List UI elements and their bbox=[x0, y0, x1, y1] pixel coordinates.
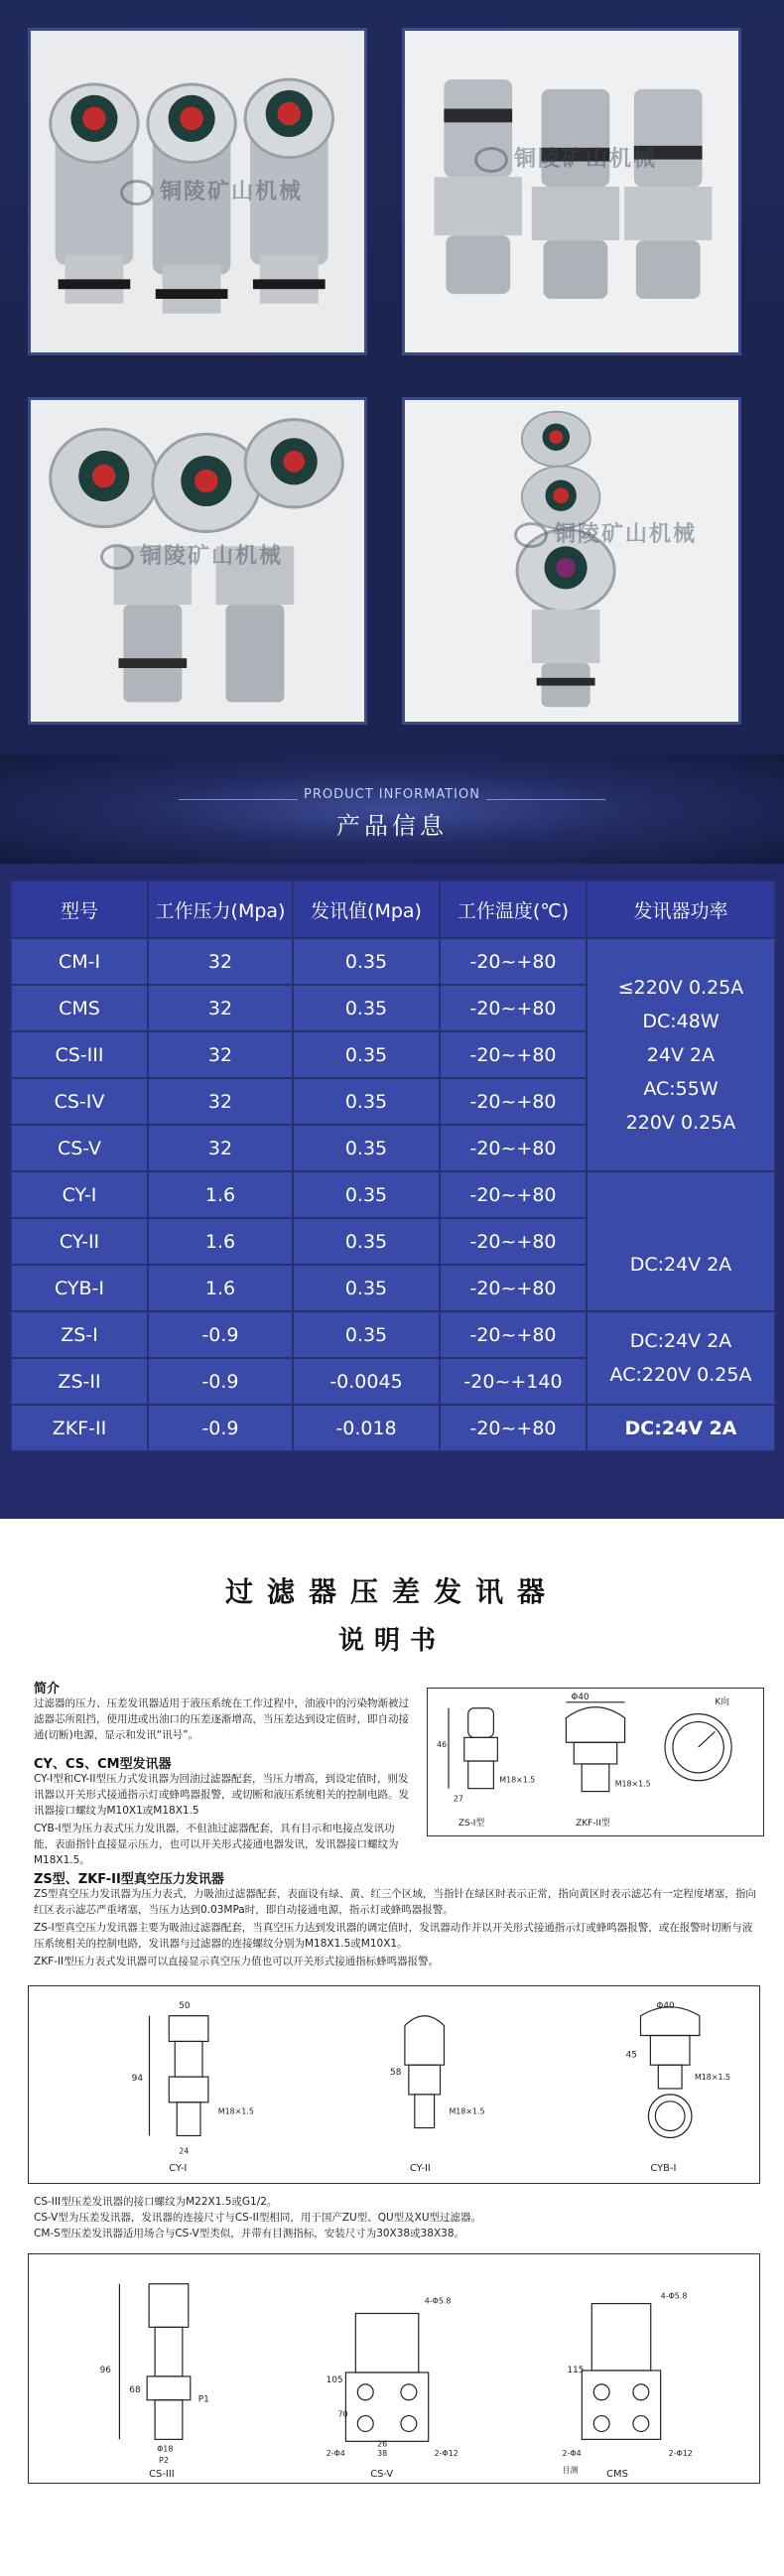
cell-pressure: -0.9 bbox=[148, 1405, 293, 1451]
dim-2phi12-cms-label: 2-Φ12 bbox=[668, 2449, 693, 2459]
cs-note-1: CS-III型压差发讯器的接口螺纹为M22X1.5或G1/2。 bbox=[34, 2196, 278, 2208]
product-photo-3 bbox=[28, 397, 367, 725]
dim-96-label: 96 bbox=[99, 2365, 111, 2375]
power-line: ≤220V 0.25A bbox=[617, 976, 744, 999]
cell-power-group-3 bbox=[587, 1311, 775, 1405]
watermark bbox=[514, 517, 697, 548]
power-line: 24V 2A bbox=[646, 1043, 716, 1066]
zs-text-2: ZS-I型真空压力发讯器主要为吸油过滤器配套，当真空压力达到发讯器的调定值时，发讯器动作并以开关形式接通指示灯或蜂鸣器报警，或在报警时切断与液压系统相关的控制电路，发讯器与过滤器的连接螺纹分别为M18X1.5或M10X1。 bbox=[34, 1922, 753, 1950]
dim-m18-cy2-label: M18×1.5 bbox=[449, 2106, 485, 2116]
cy-text-2: CYB-I型为压力表式压力发讯器，不但油过滤器配套，具有目示和电接点发讯功能，表面指针直接显示压力，也可以开关形式接通电器发讯，发讯器接口螺纹为M18X1.5。 bbox=[34, 1823, 399, 1866]
product-info-banner bbox=[0, 754, 784, 864]
dim-70-label: 70 bbox=[337, 2409, 348, 2419]
watermark-text: 铜陵矿山机械 bbox=[514, 147, 658, 172]
cell-pressure: -0.9 bbox=[148, 1358, 293, 1405]
cell-model: CS-III bbox=[11, 1031, 148, 1078]
cy-series-drawing bbox=[29, 1986, 759, 2183]
cell-signal: 0.35 bbox=[293, 1311, 440, 1358]
watermark-logo-icon bbox=[474, 147, 508, 173]
cs-note-3: CM-S型压差发讯器适用场合与CS-V型类似，并带有目测指标，安装尺寸为30X38或38X38。 bbox=[34, 2228, 465, 2239]
cell-model: CS-V bbox=[11, 1125, 148, 1171]
cell-pressure: 32 bbox=[148, 985, 293, 1031]
instruction-manual bbox=[0, 1519, 784, 2576]
figure-zs-zkf bbox=[427, 1688, 764, 1836]
cell-temperature: -20~+80 bbox=[440, 1265, 587, 1311]
dim-94-label: 94 bbox=[131, 2074, 144, 2085]
banner-title-en: PRODUCT INFORMATION bbox=[304, 787, 480, 802]
power-line: AC:55W bbox=[643, 1077, 719, 1100]
fig-label-zs1: ZS-I型 bbox=[457, 1819, 485, 1830]
dim-2phi4-cms-label: 2-Φ4 bbox=[562, 2449, 582, 2459]
cy-text-1: CY-I型和CY-II型压力式发讯器为回油过滤器配套，当压力增高，到设定值时，则发讯器以开关形式接通指示灯或蜂鸣器报警，或切断和液压系统相关的控制电路。发讯器接口螺纹为M10X1或M18X1.5 bbox=[34, 1773, 409, 1817]
dim-105-label: 105 bbox=[326, 2374, 343, 2385]
fig-label-cyb1: CYB-I bbox=[650, 2163, 677, 2175]
cell-temperature: -20~+80 bbox=[440, 985, 587, 1031]
cell-model: CYB-I bbox=[11, 1265, 148, 1311]
cell-power-group-1 bbox=[587, 938, 775, 1171]
cell-temperature: -20~+80 bbox=[440, 1218, 587, 1265]
cell-pressure: 1.6 bbox=[148, 1218, 293, 1265]
cell-signal: 0.35 bbox=[293, 1171, 440, 1218]
zs-zkf-drawing bbox=[428, 1689, 763, 1835]
cell-model: CM-I bbox=[11, 938, 148, 985]
banner-title-cn: 产品信息 bbox=[336, 812, 448, 840]
dim-68-label: 68 bbox=[129, 2384, 141, 2395]
cy-heading: CY、CS、CM型发讯器 bbox=[34, 1757, 172, 1772]
header-temperature: 工作温度(℃) bbox=[440, 881, 587, 938]
indicator-photo-2-image bbox=[405, 31, 738, 352]
table-row bbox=[11, 1311, 775, 1358]
header-signal-value: 发讯值(Mpa) bbox=[293, 881, 440, 938]
spec-table-section bbox=[0, 864, 784, 1519]
power-line: 220V 0.25A bbox=[625, 1111, 736, 1134]
cell-temperature: -20~+80 bbox=[440, 1078, 587, 1125]
cell-power-group-4 bbox=[587, 1405, 775, 1451]
figure-cs-series bbox=[28, 2253, 760, 2484]
dim-4phi-label: 4-Φ5.8 bbox=[424, 2296, 452, 2306]
cell-signal: 0.35 bbox=[293, 985, 440, 1031]
power-line: DC:24V 2A bbox=[629, 1253, 732, 1276]
power-line: AC:220V 0.25A bbox=[609, 1364, 752, 1386]
dim-46-label: 46 bbox=[437, 1740, 448, 1750]
dim-45-label: 45 bbox=[625, 2050, 637, 2061]
cs-series-drawing bbox=[29, 2254, 759, 2483]
watermark bbox=[474, 142, 657, 173]
watermark-text: 铜陵矿山机械 bbox=[554, 522, 698, 547]
cell-temperature: -20~+80 bbox=[440, 1171, 587, 1218]
cell-temperature: -20~+80 bbox=[440, 1031, 587, 1078]
cell-pressure: 32 bbox=[148, 938, 293, 985]
product-photo-section bbox=[0, 0, 784, 754]
dim-p1-label: P1 bbox=[197, 2394, 209, 2405]
cell-temperature: -20~+80 bbox=[440, 938, 587, 985]
cell-temperature: -20~+80 bbox=[440, 1405, 587, 1451]
cell-model: ZS-II bbox=[11, 1358, 148, 1405]
dim-phi40-cyb-label: Φ40 bbox=[656, 2000, 675, 2011]
dim-2phi12-label: 2-Φ12 bbox=[434, 2449, 458, 2459]
cell-pressure: 1.6 bbox=[148, 1265, 293, 1311]
cell-signal: 0.35 bbox=[293, 1078, 440, 1125]
watermark-logo-icon bbox=[120, 180, 154, 205]
header-pressure: 工作压力(Mpa) bbox=[148, 881, 293, 938]
watermark bbox=[120, 175, 303, 205]
watermark bbox=[100, 539, 283, 570]
visual-indicator-label: 目测 bbox=[562, 2466, 579, 2476]
cell-temperature: -20~+80 bbox=[440, 1311, 587, 1358]
dim-58-label: 58 bbox=[390, 2068, 402, 2079]
manual-title: 过滤器压差发讯器 bbox=[224, 1575, 559, 1608]
header-power: 发讯器功率 bbox=[587, 881, 775, 938]
cell-signal: 0.35 bbox=[293, 1031, 440, 1078]
dim-38-label: 38 bbox=[377, 2449, 388, 2459]
dim-p2-label: P2 bbox=[159, 2456, 169, 2466]
product-photo-4 bbox=[402, 397, 741, 725]
power-line: DC:48W bbox=[642, 1010, 719, 1032]
power-line: DC:24V 2A bbox=[624, 1417, 737, 1439]
dim-27-label: 27 bbox=[453, 1794, 463, 1804]
table-header-row bbox=[11, 881, 775, 938]
cell-model: CY-II bbox=[11, 1218, 148, 1265]
watermark-logo-icon bbox=[514, 522, 548, 548]
cell-signal: 0.35 bbox=[293, 1125, 440, 1171]
cell-temperature: -20~+140 bbox=[440, 1358, 587, 1405]
watermark-text: 铜陵矿山机械 bbox=[160, 180, 304, 204]
cell-pressure: 1.6 bbox=[148, 1171, 293, 1218]
fig-label-cy2: CY-II bbox=[409, 2163, 431, 2175]
cell-pressure: -0.9 bbox=[148, 1311, 293, 1358]
cell-power-group-2 bbox=[587, 1171, 775, 1311]
figure-cy-series bbox=[28, 1985, 760, 2184]
intro-text: 过滤器的压力、压差发讯器适用于液压系统在工作过程中，油液中的污染物渐被过滤器芯所阻挡，使用进或出油口的压差逐渐增高，当压差达到设定值时，即自动接通(切断)电源，显示和发讯“讯号”。 bbox=[34, 1697, 409, 1741]
cs-note-2: CS-V型为压差发讯器，发讯器的连接尺寸与CS-II型相同，用于国产ZU型、QU型及XU型过滤器。 bbox=[34, 2212, 482, 2224]
dim-phi18-label: Φ18 bbox=[157, 2444, 174, 2454]
zs-heading: ZS型、ZKF-II型真空压力发讯器 bbox=[34, 1872, 224, 1887]
intro-heading: 简介 bbox=[34, 1682, 61, 1696]
cell-pressure: 32 bbox=[148, 1125, 293, 1171]
indicator-photo-4-image bbox=[405, 400, 738, 722]
cell-model: CS-IV bbox=[11, 1078, 148, 1125]
watermark-text: 铜陵矿山机械 bbox=[140, 544, 284, 569]
dim-m18-cyb-label: M18×1.5 bbox=[694, 2073, 731, 2083]
fig-label-zkf2: ZKF-II型 bbox=[576, 1819, 610, 1830]
zs-text-1: ZS型真空压力发讯器为压力表式，力吸油过滤器配套，表面设有绿、黄、红三个区域，当指针在绿区时表示正常，指向黄区时表示滤芯有一定程度堵塞，指向红区表示滤芯严重堵塞，当压力达到0.03MPa时，即自动接通电源，指示灯或蜂鸣器报警。 bbox=[34, 1888, 756, 1916]
cell-model: ZKF-II bbox=[11, 1405, 148, 1451]
cell-signal: 0.35 bbox=[293, 938, 440, 985]
cell-model: CY-I bbox=[11, 1171, 148, 1218]
power-line: DC:24V 2A bbox=[629, 1330, 732, 1352]
table-row bbox=[11, 1405, 775, 1451]
dim-2phi4-label: 2-Φ4 bbox=[326, 2449, 345, 2459]
cell-model: CMS bbox=[11, 985, 148, 1031]
table-row bbox=[11, 938, 775, 985]
dim-phi40-label: Φ40 bbox=[571, 1692, 589, 1702]
cell-model: ZS-I bbox=[11, 1311, 148, 1358]
fig-label-cy1: CY-I bbox=[169, 2163, 188, 2175]
dim-m18-label-2: M18×1.5 bbox=[614, 1779, 651, 1789]
cell-temperature: -20~+80 bbox=[440, 1125, 587, 1171]
dim-4phi-cms-label: 4-Φ5.8 bbox=[660, 2291, 688, 2301]
fig-label-cs5: CS-V bbox=[370, 2469, 394, 2481]
product-photo-1 bbox=[28, 28, 367, 355]
cell-signal: -0.018 bbox=[293, 1405, 440, 1451]
zs-text-3: ZKF-II型压力表式发讯器可以直接显示真空压力值也可以开关形式接通指标蜂鸣器报警。 bbox=[34, 1956, 440, 1967]
manual-subtitle: 说明书 bbox=[337, 1626, 446, 1656]
watermark-logo-icon bbox=[100, 544, 134, 570]
k-direction-label: K向 bbox=[715, 1696, 730, 1707]
cell-signal: 0.35 bbox=[293, 1218, 440, 1265]
cell-signal: -0.0045 bbox=[293, 1358, 440, 1405]
dim-m18-cy-label: M18×1.5 bbox=[217, 2106, 254, 2116]
table-row bbox=[11, 1171, 775, 1218]
dim-m18-label: M18×1.5 bbox=[499, 1775, 536, 1785]
dim-115-label: 115 bbox=[567, 2365, 585, 2375]
dim-50-label: 50 bbox=[179, 2000, 191, 2011]
fig-label-cs3: CS-III bbox=[149, 2469, 175, 2481]
cell-pressure: 32 bbox=[148, 1031, 293, 1078]
dim-24-label: 24 bbox=[179, 2146, 190, 2156]
fig-label-cms: CMS bbox=[606, 2469, 628, 2481]
cell-signal: 0.35 bbox=[293, 1265, 440, 1311]
product-photo-2 bbox=[402, 28, 741, 355]
dim-26-label: 26 bbox=[377, 2439, 388, 2449]
spec-table bbox=[10, 880, 776, 1452]
cell-pressure: 32 bbox=[148, 1078, 293, 1125]
header-model: 型号 bbox=[11, 881, 148, 938]
